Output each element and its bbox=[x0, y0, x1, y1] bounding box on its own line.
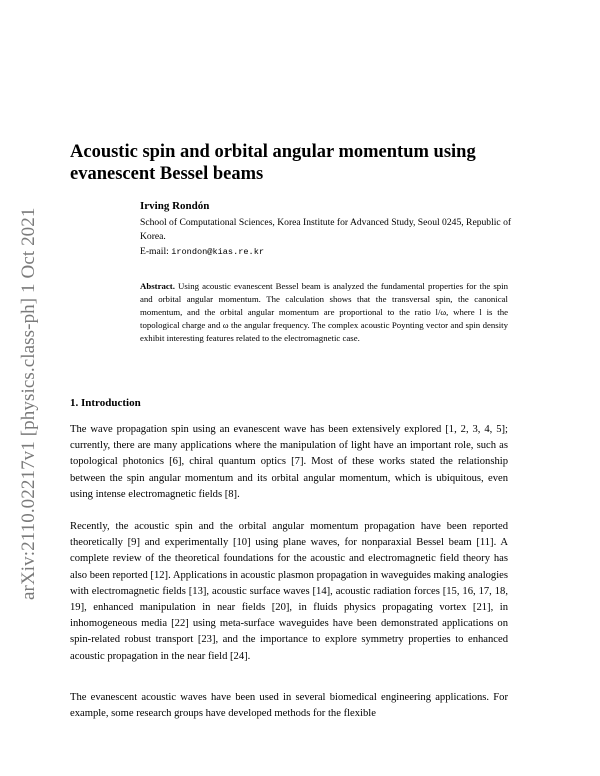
intro-paragraph-2: Recently, the acoustic spin and the orbital angular momentum propagation have been reported theoretically [9] and experimentally [10] using plane waves, for nonparaxial Bessel beam [11]. A complete review of the theoretical foundations for the acoustic and electromagnetic field theory has also been reported [12]. Applications in acoustic plasmon propagation in waveguides making analogies with electromagnetic fields [13], acoustic surface waves [14], acoustic radiation forces [15, 16, 17, 18, 19], enhanced manipulation in near fields [20], in fluids physics propagating vortex [21], in inhomogeneous media [22] using meta-surface waveguides have been demonstrated applications on spin-related robust transport [23], and the importance to explore symmetry properties to enhanced acoustic propagation in the near field [24]. bbox=[70, 521, 508, 662]
abstract-label: Abstract. bbox=[140, 281, 175, 291]
intro-paragraph-3: The evanescent acoustic waves have been used in several biomedical engineering applications. For example, some research groups have developed methods for the flexible bbox=[70, 692, 508, 720]
author-affiliation: School of Computational Sciences, Korea Institute for Advanced Study, Seoul 0245, Republic of Korea. bbox=[140, 217, 512, 242]
email-address[interactable]: irondon@kias.re.kr bbox=[171, 247, 265, 257]
arxiv-stamp: arXiv:2110.02217v1 [physics.class-ph] 1 Oct 2021 bbox=[18, 207, 39, 600]
author-name: Irving Rondón bbox=[140, 200, 210, 212]
abstract-text: Using acoustic evanescent Bessel beam is analyzed the fundamental properties for the spin and orbital angular momentum. The calculation shows that the transversal spin, the canonical momentum, and the orbital angular momentum are proportional to the ratio l/ω, where l is the topological charge and ω the angular frequency. The complex acoustic Poynting vector and spin density exhibit interesting features related to the electromagnetic case. bbox=[140, 281, 509, 344]
email-label: E-mail: bbox=[140, 246, 169, 257]
abstract bbox=[140, 280, 508, 345]
paper-title: Acoustic spin and orbital angular momentum using evanescent Bessel beams bbox=[70, 142, 476, 184]
author-email-line bbox=[140, 246, 264, 257]
section-heading: 1. Introduction bbox=[70, 397, 141, 409]
intro-paragraph-1: The wave propagation spin using an evanescent wave has been extensively explored [1, 2, 3, 4, 5]; currently, there are many applications where the manipulation of light have an important role, such as topological photonics [6], chiral quantum optics [7]. Most of these works stated the relationship between the spin angular momentum and its orbital angular momentum, which is ubiquitous, even using intense electromagnetic fields [8]. bbox=[70, 424, 508, 500]
